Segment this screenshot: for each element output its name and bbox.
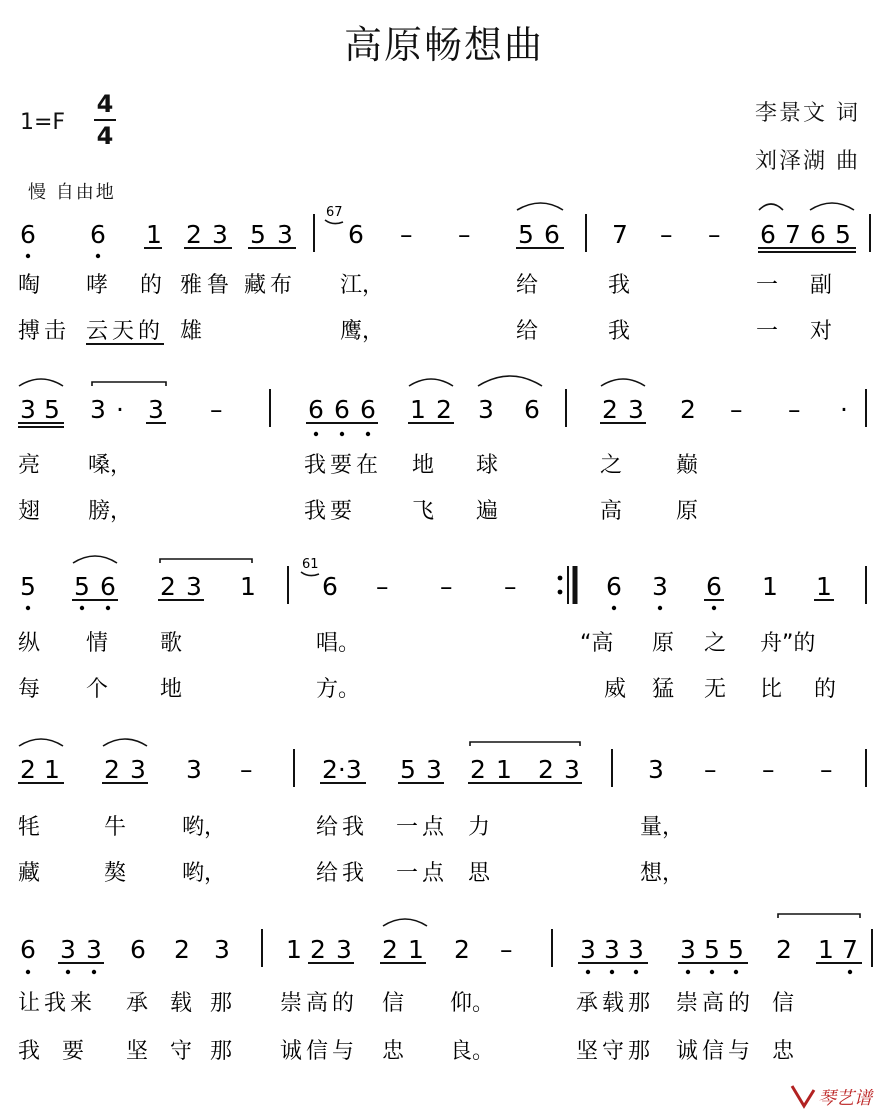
grace-note: 61 [302, 557, 319, 572]
note: 1 [408, 935, 424, 964]
note: 2 [680, 395, 696, 424]
lyricist-credit: 李景文 词 [755, 101, 860, 126]
note: 3 [186, 755, 202, 784]
time-signature-top: 4 [96, 90, 114, 118]
lyric: 藏 [18, 861, 41, 886]
dash: – [660, 220, 673, 249]
lyric: 歌 [160, 631, 183, 656]
lyric: 点 [422, 861, 445, 886]
time-signature-bottom: 4 [96, 122, 114, 150]
lyric: 我 [608, 273, 631, 298]
lyric: 云 [86, 319, 109, 344]
note: 2·3 [322, 755, 362, 784]
lyric: 雅 [180, 273, 203, 298]
lyric: 给 [516, 273, 539, 298]
note: 7 [612, 220, 628, 249]
lyric: 崇 [280, 991, 303, 1016]
lyric: 纵 [18, 631, 41, 656]
note: 3 [186, 572, 202, 601]
lyric: 诚 [280, 1039, 303, 1064]
score-line-5 [18, 914, 872, 1064]
lyric: 哟， [182, 861, 227, 886]
dash: – [376, 572, 389, 601]
note: 3 [20, 395, 36, 424]
note: 6 [130, 935, 146, 964]
lyric: 忠 [772, 1039, 795, 1064]
lyric: 要 [62, 1039, 85, 1064]
song-title: 高原畅想曲 [343, 23, 544, 67]
lyric: 点 [422, 815, 445, 840]
note: 3 [426, 755, 442, 784]
note: 1 [816, 572, 832, 601]
lyric: 力 [468, 815, 491, 840]
note: 3 [86, 935, 102, 964]
note: 2 [454, 935, 470, 964]
lyric: 副 [810, 273, 833, 298]
note: 5 [44, 395, 60, 424]
lyric: 要 [330, 453, 353, 478]
lyric: 与 [728, 1039, 751, 1064]
lyric: 高 [306, 991, 329, 1016]
lyric: 我 [342, 861, 365, 886]
note: 2 [602, 395, 618, 424]
note: 2 [174, 935, 190, 964]
lyric: 载 [602, 991, 625, 1016]
lyric: 雄 [180, 319, 203, 344]
lyric: 高 [600, 499, 623, 524]
score-line-4 [18, 739, 866, 886]
dash: – [210, 395, 223, 424]
lyric: 舟”的 [760, 631, 816, 656]
note: 5 [728, 935, 744, 964]
note: 5 [74, 572, 90, 601]
dash: – [708, 220, 721, 249]
dash: – [788, 395, 801, 424]
lyric: 那 [210, 991, 233, 1016]
lyric: 让 [18, 991, 41, 1016]
dash: – [500, 935, 513, 964]
note: 1 [146, 220, 162, 249]
note: 6 [706, 572, 722, 601]
lyric: 给 [316, 861, 339, 886]
lyric: 亮 [18, 453, 41, 478]
lyric: 地 [160, 677, 183, 702]
note: 2 [186, 220, 202, 249]
lyric: 的 [138, 319, 161, 344]
lyric: 的 [728, 991, 751, 1016]
lyric: 要 [330, 499, 353, 524]
note: 5 [704, 935, 720, 964]
lyric: 方。 [316, 677, 361, 702]
note: 3 [680, 935, 696, 964]
note: 6 [100, 572, 116, 601]
lyric: 猛 [652, 677, 675, 702]
note: 1 [240, 572, 256, 601]
lyric: 对 [810, 319, 833, 344]
note: 2 [538, 755, 554, 784]
note: 6 [810, 220, 826, 249]
key-signature: 1=F [20, 110, 66, 135]
lyric: 一 [396, 815, 419, 840]
lyric: 想， [640, 861, 685, 886]
lyric: 诚 [676, 1039, 699, 1064]
lyric: 原 [652, 631, 675, 656]
note: 2 [104, 755, 120, 784]
logo-mark-icon [792, 1086, 814, 1106]
lyric: 无 [704, 677, 727, 702]
note: 6 [20, 220, 36, 249]
note: 5 [250, 220, 266, 249]
lyric: 仰。 [450, 991, 495, 1016]
lyric: 鹰， [340, 319, 385, 344]
lyric: 膀， [88, 499, 133, 524]
lyric: 獒 [104, 861, 127, 886]
tempo-marking: 慢 自由地 [28, 182, 116, 203]
lyric: 鲁 [207, 273, 230, 298]
dash: – [440, 572, 453, 601]
dash: – [730, 395, 743, 424]
note: 3 [90, 395, 106, 424]
lyric: 信 [772, 991, 795, 1016]
note: 5 [20, 572, 36, 601]
note: 5 [400, 755, 416, 784]
dash: – [458, 220, 471, 249]
note: 6 [348, 220, 364, 249]
note: 3 [652, 572, 668, 601]
composer-credit: 刘泽湖 曲 [755, 149, 860, 174]
lyric: 信 [702, 1039, 725, 1064]
note: 2 [310, 935, 326, 964]
lyric: 搏 [18, 319, 41, 344]
lyric: 承 [126, 991, 149, 1016]
lyric: 良。 [450, 1039, 495, 1064]
note: 1 [818, 935, 834, 964]
lyric: 我 [44, 991, 67, 1016]
lyric: 击 [44, 319, 67, 344]
note: 7 [785, 220, 801, 249]
note: 6 [90, 220, 106, 249]
lyric: 那 [210, 1039, 233, 1064]
note: 3 [214, 935, 230, 964]
lyric: 情 [86, 631, 109, 656]
note: 1 [286, 935, 302, 964]
lyric: 的 [332, 991, 355, 1016]
note: 3 [564, 755, 580, 784]
note: 3 [277, 220, 293, 249]
lyric: 一 [756, 273, 779, 298]
lyric: 啕 [18, 273, 41, 298]
lyric: “高 [580, 631, 614, 656]
lyric: 载 [170, 991, 193, 1016]
grace-note: 67 [326, 205, 343, 220]
note: 3 [148, 395, 164, 424]
note: 2 [436, 395, 452, 424]
lyric: 之 [704, 631, 727, 656]
note: 3 [130, 755, 146, 784]
lyric: 忠 [382, 1039, 405, 1064]
dash: – [240, 755, 253, 784]
dash: – [820, 755, 833, 784]
note: 3 [580, 935, 596, 964]
site-logo [792, 1086, 874, 1108]
lyric: 我 [342, 815, 365, 840]
lyric: 在 [356, 453, 379, 478]
lyric: 高 [702, 991, 725, 1016]
note: 2 [160, 572, 176, 601]
note: 6 [334, 395, 350, 424]
note: 3 [60, 935, 76, 964]
note: 6 [308, 395, 324, 424]
grace-slur [325, 220, 343, 224]
lyric: 遍 [476, 499, 499, 524]
note: 1 [762, 572, 778, 601]
dash: – [762, 755, 775, 784]
lyric: 飞 [412, 499, 435, 524]
lyric: 哟， [182, 815, 227, 840]
lyric: 坚 [126, 1039, 149, 1064]
lyric: 信 [382, 991, 405, 1016]
lyric: 来 [70, 991, 93, 1016]
lyric: 藏 [244, 273, 267, 298]
note: 3 [212, 220, 228, 249]
lyric: 球 [476, 453, 499, 478]
lyric: 哮 [86, 273, 109, 298]
note: 1 [410, 395, 426, 424]
lyric: 信 [306, 1039, 329, 1064]
note: 3 [628, 395, 644, 424]
lyric: 威 [604, 677, 627, 702]
lyric: 思 [468, 861, 491, 886]
lyric: 唱。 [316, 631, 361, 656]
lyric: 给 [516, 319, 539, 344]
lyric: 巅 [676, 453, 699, 478]
note: 6 [544, 220, 560, 249]
dash: – [704, 755, 717, 784]
note: 3 [628, 935, 644, 964]
lyric: 我 [304, 453, 327, 478]
lyric: 的 [814, 677, 837, 702]
lyric: 原 [676, 499, 699, 524]
note: 1 [44, 755, 60, 784]
lyric: 给 [316, 815, 339, 840]
note: 1 [496, 755, 512, 784]
lyric: 翅 [18, 499, 41, 524]
note: 3 [478, 395, 494, 424]
lyric: 比 [760, 677, 783, 702]
lyric: 与 [332, 1039, 355, 1064]
note: 2 [776, 935, 792, 964]
lyric: 那 [628, 991, 651, 1016]
lyric: 守 [170, 1039, 193, 1064]
lyric: 一 [396, 861, 419, 886]
note: 3 [648, 755, 664, 784]
lyric: 江， [340, 273, 385, 298]
dot: · [116, 395, 124, 424]
lyric: 那 [628, 1039, 651, 1064]
note: 6 [760, 220, 776, 249]
lyric: 量， [640, 815, 685, 840]
note: 6 [524, 395, 540, 424]
dash: – [504, 572, 517, 601]
score-line-1 [18, 203, 870, 344]
note: 5 [835, 220, 851, 249]
lyric: 坚 [576, 1039, 599, 1064]
dot: · [840, 395, 848, 424]
note: 7 [842, 935, 858, 964]
lyric: 我 [608, 319, 631, 344]
lyric: 个 [86, 677, 109, 702]
note: 5 [518, 220, 534, 249]
note: 3 [336, 935, 352, 964]
note: 3 [604, 935, 620, 964]
lyric: 每 [18, 677, 41, 702]
lyric: 牦 [18, 815, 41, 840]
dash: – [400, 220, 413, 249]
lyric: 嗓， [88, 453, 133, 478]
note: 6 [20, 935, 36, 964]
lyric: 守 [602, 1039, 625, 1064]
score-line-3 [18, 556, 866, 702]
lyric: 的 [140, 273, 163, 298]
note: 2 [470, 755, 486, 784]
note: 2 [20, 755, 36, 784]
lyric: 一 [756, 319, 779, 344]
lyric: 承 [576, 991, 599, 1016]
lyric: 地 [412, 453, 435, 478]
note: 6 [322, 572, 338, 601]
note: 2 [382, 935, 398, 964]
note: 6 [606, 572, 622, 601]
lyric: 我 [18, 1039, 41, 1064]
note: 6 [360, 395, 376, 424]
lyric: 天 [112, 319, 135, 344]
logo-text: 琴艺谱 [818, 1088, 872, 1108]
score-line-2 [18, 376, 866, 524]
lyric: 我 [304, 499, 327, 524]
lyric: 布 [270, 273, 293, 298]
lyric: 之 [600, 453, 623, 478]
lyric: 牛 [104, 815, 127, 840]
lyric: 崇 [676, 991, 699, 1016]
